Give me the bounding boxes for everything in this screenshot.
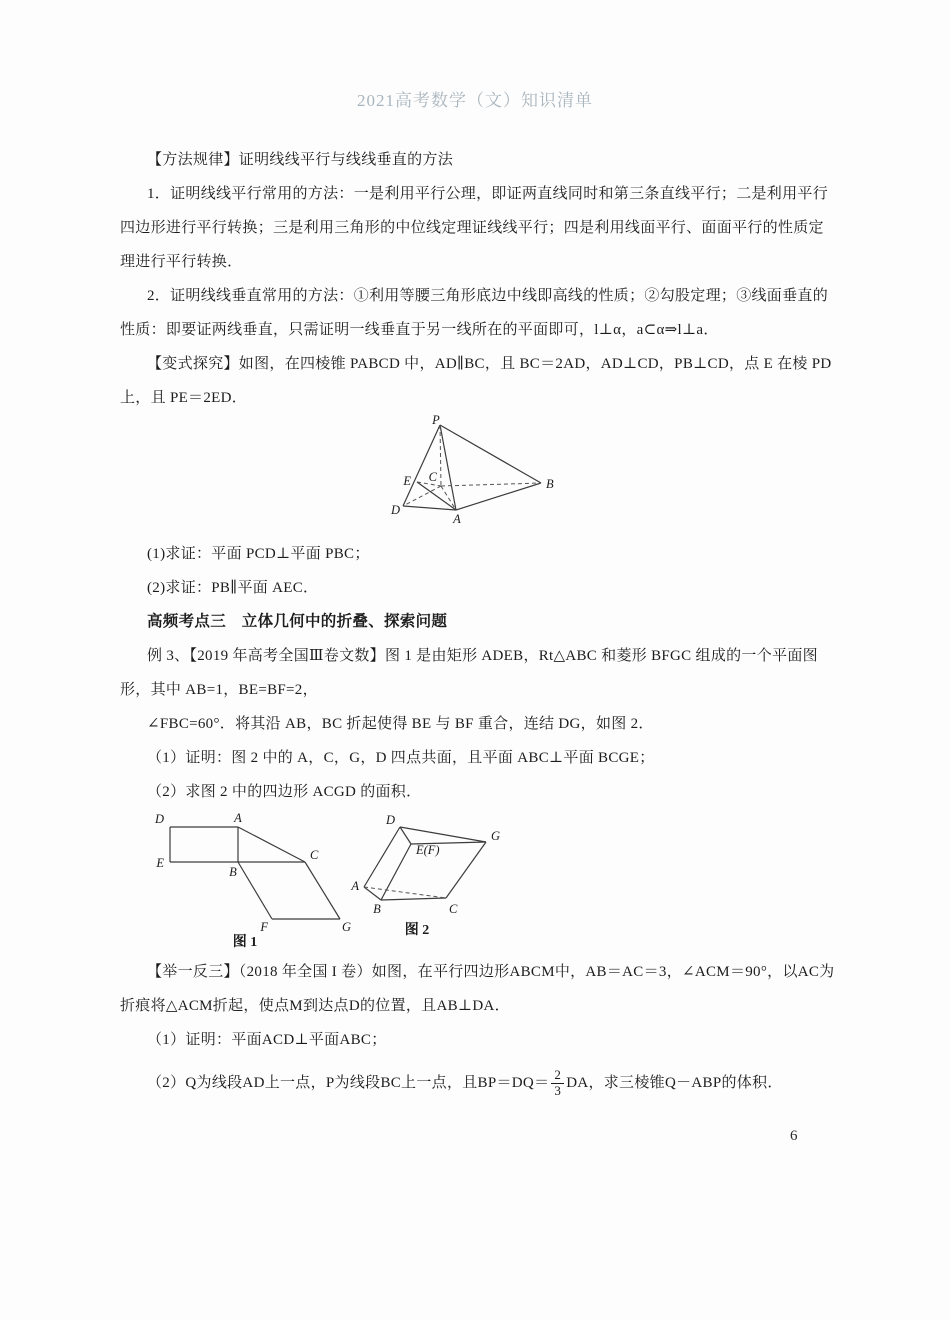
fig2-label-D: D xyxy=(385,813,395,827)
figure-1-diagram xyxy=(150,809,365,955)
fig2-label-B: B xyxy=(373,902,381,916)
text-line: 【变式探究】如图，在四棱锥 PABCD 中，AD∥BC，且 BC＝2AD，AD⊥CD，PB⊥CD，点 E 在棱 PD xyxy=(147,356,832,372)
fraction-denominator: 3 xyxy=(554,1082,562,1098)
fraction-line-after: DA，求三棱锥Q－ABP的体积． xyxy=(566,1075,783,1091)
text-line: 【举一反三】（2018 年全国 I 卷）如图，在平行四边形ABCM中，AB＝AC＝3，∠ACM＝90°，以AC为 xyxy=(147,964,835,980)
pyramid-label-B: B xyxy=(546,477,554,491)
fig1-label-A: A xyxy=(234,811,242,825)
fraction-numerator: 2 xyxy=(551,1068,564,1084)
fig1-label-D: D xyxy=(154,812,164,826)
text-line: 1．证明线线平行常用的方法：一是利用平行公理，即证两直线同时和第三条直线平行；二是利用平行 xyxy=(147,186,829,202)
fig1-label-B: B xyxy=(229,865,237,879)
figure-2-diagram xyxy=(351,809,530,949)
pyramid-label-C: C xyxy=(428,470,437,484)
pyramid-label-D: D xyxy=(390,503,400,517)
figure-pyramid-pabcd xyxy=(120,415,836,537)
pyramid-label-P: P xyxy=(432,413,440,427)
text-line-with-fraction xyxy=(120,1057,836,1109)
heading-hot-topic-3: 高频考点三 立体几何中的折叠、探索问题 xyxy=(147,613,448,630)
fig2-label-A: A xyxy=(351,879,359,893)
text-line: (1)求证：平面 PCD⊥平面 PBC； xyxy=(147,546,370,562)
text-line: 折痕将△ACM折起，使点M到达点D的位置，且AB⊥DA． xyxy=(120,998,510,1014)
text-line: （1）证明：图 2 中的 A，C，G，D 四点共面，且平面 ABC⊥平面 BCGE； xyxy=(147,750,655,766)
text-line: （2）求图 2 中的四边形 ACGD 的面积． xyxy=(147,784,422,800)
fig1-label-E: E xyxy=(156,856,164,870)
text-line: 性质：即要证两线垂直，只需证明一线垂直于另一线所在的平面即可，l⊥α，a⊂α⇒l⊥a． xyxy=(120,322,719,338)
fig1-caption: 图 1 xyxy=(232,935,258,950)
page-number: 6 xyxy=(790,1128,798,1144)
fraction-line-before: （2）Q为线段AD上一点，P为线段BC上一点，且BP＝DQ＝ xyxy=(147,1075,550,1091)
document-body xyxy=(120,143,836,1109)
fig2-caption: 图 2 xyxy=(404,923,430,938)
text-line: 理进行平行转换． xyxy=(120,254,243,270)
figure-fold-problem xyxy=(120,809,836,955)
fig2-label-EF: E(F) xyxy=(416,843,440,857)
fig1-label-C: C xyxy=(310,848,319,862)
text-line: 2．证明线线垂直常用的方法：①利用等腰三角形底边中线即高线的性质；②勾股定理；③线面垂直的 xyxy=(147,288,829,304)
text-line: ∠FBC=60°．将其沿 AB，BC 折起使得 BE 与 BF 重合，连结 DG，如图 2． xyxy=(147,716,654,732)
fraction-two-thirds xyxy=(551,1068,564,1099)
heading-method-rule: 【方法规律】证明线线平行与线线垂直的方法 xyxy=(147,152,454,168)
fig2-label-G: G xyxy=(491,829,501,843)
text-line: 四边形进行平行转换；三是利用三角形的中位线定理证线线平行；四是利用线面平行、面面平行的性质定 xyxy=(120,220,824,236)
text-line: （1）证明：平面ACD⊥平面ABC； xyxy=(147,1032,387,1048)
fig2-label-C: C xyxy=(449,902,458,916)
page-title: 2021高考数学（文）知识清单 xyxy=(357,91,593,110)
fig1-label-G: G xyxy=(342,920,352,934)
text-line: 形，其中 AB=1，BE=BF=2， xyxy=(120,682,318,698)
pyramid-label-A: A xyxy=(453,512,461,526)
pyramid-diagram xyxy=(390,413,560,529)
pyramid-label-E: E xyxy=(403,474,411,488)
text-line: 例 3、【2019 年高考全国Ⅲ卷文数】图 1 是由矩形 ADEB，Rt△ABC 和菱形 BFGC 组成的一个平面图 xyxy=(147,648,818,664)
fig1-label-F: F xyxy=(260,920,268,934)
text-line: 上，且 PE＝2ED． xyxy=(120,390,248,406)
text-line: (2)求证：PB∥平面 AEC． xyxy=(147,580,319,596)
